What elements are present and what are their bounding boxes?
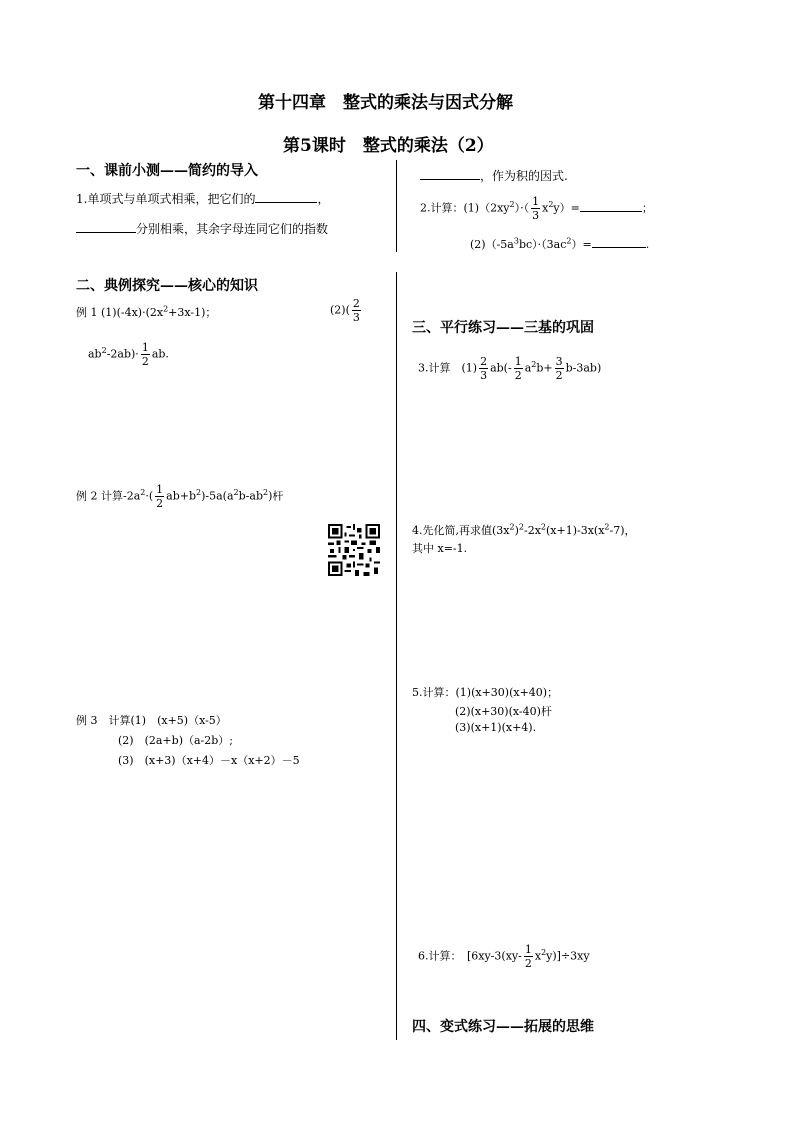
fraction xyxy=(352,298,361,323)
section-3-heading: 三、平行练习——三基的巩固 xyxy=(412,320,594,336)
ex2-text-d: )-5a(a xyxy=(201,489,234,503)
answer-blank[interactable] xyxy=(580,199,642,212)
exponent: 2 xyxy=(518,522,524,532)
ex2-text-a: 例 2 计算-2a xyxy=(76,489,141,503)
question-5-line-1: 5.计算：(1)(x+30)(x+40)； xyxy=(412,686,559,699)
page-subtitle: 第5课时 整式的乘法（2） xyxy=(283,136,494,156)
ex1-text-d: ab xyxy=(88,347,102,361)
q3-text-b: ab(- xyxy=(490,361,512,375)
q3-text-d: b+ xyxy=(536,361,553,375)
answer-blank[interactable] xyxy=(255,190,317,203)
example-1-part-2-start xyxy=(330,298,363,323)
column-divider-main xyxy=(396,272,397,1040)
q6-text-b: x xyxy=(534,949,542,963)
denominator: 3 xyxy=(352,311,360,324)
numerator: 2 xyxy=(480,355,488,368)
exponent: 2 xyxy=(163,304,169,314)
exponent: 2 xyxy=(604,522,610,532)
exponent: 2 xyxy=(101,345,107,355)
exponent: 2 xyxy=(233,487,239,497)
answer-blank[interactable] xyxy=(420,167,480,180)
denominator: 2 xyxy=(141,355,149,368)
numerator: 2 xyxy=(352,297,360,310)
question-1-line-2 xyxy=(76,220,328,237)
question-1-line-3 xyxy=(420,167,568,184)
numerator: 1 xyxy=(524,943,532,956)
example-3-line-1: 例 3 计算(1) (x+5)（x-5） xyxy=(76,714,227,727)
q3-text-a: 3.计算 (1) xyxy=(418,361,478,375)
numerator: 1 xyxy=(514,355,522,368)
exponent: 2 xyxy=(262,487,269,497)
q3-text-c: a xyxy=(524,361,532,375)
denominator: 2 xyxy=(156,497,164,510)
section-4-heading: 四、变式练习——拓展的思维 xyxy=(412,1019,594,1035)
page-title: 第十四章 整式的乘法与因式分解 xyxy=(258,93,513,113)
exponent: 2 xyxy=(509,522,515,532)
ex2-text-f: )杆 xyxy=(268,489,284,503)
q2-mid: ）·（ xyxy=(514,201,530,215)
ex1-text-c: (2)( xyxy=(330,303,350,317)
q4-text-c: -2x xyxy=(523,524,541,537)
question-5-line-2: (2)(x+30)(x-40)杆 xyxy=(455,705,552,718)
denominator: 2 xyxy=(555,369,563,382)
question-2-part-2 xyxy=(470,235,649,252)
q2-label: 2.计算：(1)（2xy xyxy=(420,201,510,215)
question-4-line-2: 其中 x=-1. xyxy=(412,542,468,555)
denominator: 3 xyxy=(480,369,488,382)
qr-code-icon xyxy=(328,524,380,576)
ex1-text-f: ab. xyxy=(151,347,169,361)
example-3-line-3: (3) (x+3)（x+4）－x（x+2）－5 xyxy=(118,754,300,767)
question-6 xyxy=(418,944,590,969)
exponent: 2 xyxy=(541,947,547,957)
example-1-part-2-end xyxy=(88,342,169,367)
numerator: 1 xyxy=(532,195,540,208)
q2-end2: . xyxy=(645,238,650,251)
ex2-text-e: b-ab xyxy=(238,489,263,503)
numerator: 1 xyxy=(141,341,149,354)
example-1-part-1 xyxy=(76,304,216,320)
q6-text-a: 6.计算： [6xy-3(xy- xyxy=(418,949,522,963)
exponent: 2 xyxy=(548,199,554,209)
question-2-part-1 xyxy=(420,196,653,221)
section-1-heading: 一、课前小测——简约的导入 xyxy=(76,163,258,179)
fraction xyxy=(479,356,488,381)
ex1-text-a: 例 1 (1)(-4x)·(2x xyxy=(76,306,164,319)
q1-text-a: 1.单项式与单项式相乘，把它们的 xyxy=(76,192,256,206)
q2-p2c: ）= xyxy=(571,238,592,251)
q2-p2: (2)（-5a xyxy=(470,238,514,251)
q6-text-c: y)]÷3xy xyxy=(546,949,590,963)
q4-text-b: ) xyxy=(514,524,519,537)
question-3 xyxy=(418,356,601,381)
q1-text-d: ，作为积的因式. xyxy=(480,169,568,183)
exponent: 2 xyxy=(509,199,515,209)
example-2 xyxy=(76,484,283,509)
fraction xyxy=(141,342,150,367)
q2-end1: ； xyxy=(641,201,653,215)
q1-text-b: ， xyxy=(317,192,330,206)
ex1-text-e: -2ab)· xyxy=(106,347,139,361)
ex2-text-b: ·( xyxy=(145,489,154,503)
fraction xyxy=(524,944,533,969)
q4-text-d: (x+1)-3x(x xyxy=(546,524,605,537)
ex1-text-b: +3x-1)； xyxy=(168,306,217,319)
answer-blank[interactable] xyxy=(76,220,136,233)
denominator: 2 xyxy=(514,369,522,382)
exponent: 2 xyxy=(196,487,202,497)
exponent: 2 xyxy=(540,522,546,532)
example-3-line-2: (2) (2a+b)（a-2b）; xyxy=(118,734,234,747)
q3-text-e: b-3ab) xyxy=(565,361,602,375)
exponent: 2 xyxy=(566,236,572,246)
fraction xyxy=(155,484,164,509)
exponent: 3 xyxy=(513,236,519,246)
numerator: 3 xyxy=(555,355,563,368)
q2-tail: x xyxy=(542,201,549,215)
q1-text-c: 分别相乘，其余字母连同它们的指数 xyxy=(136,222,329,236)
denominator: 3 xyxy=(532,209,540,222)
question-4-line-1 xyxy=(412,522,636,538)
q4-text-e: -7)， xyxy=(609,524,636,537)
column-divider-top xyxy=(396,160,397,252)
exponent: 2 xyxy=(140,487,146,497)
fraction xyxy=(555,356,564,381)
answer-blank[interactable] xyxy=(592,235,646,248)
ex2-text-c: ab+b xyxy=(166,489,197,503)
exponent: 2 xyxy=(531,359,537,369)
denominator: 2 xyxy=(524,957,532,970)
fraction xyxy=(514,356,523,381)
fraction xyxy=(531,196,540,221)
q2-p2b: bc）·（3ac xyxy=(518,238,567,251)
question-1-line-1 xyxy=(76,190,329,207)
numerator: 1 xyxy=(156,483,164,496)
q4-text-a: 4.先化简,再求值(3x xyxy=(412,524,510,537)
q2-tail2: y）= xyxy=(553,201,580,215)
question-5-line-3: (3)(x+1)(x+4). xyxy=(455,721,537,734)
section-2-heading: 二、典例探究——核心的知识 xyxy=(76,278,258,294)
